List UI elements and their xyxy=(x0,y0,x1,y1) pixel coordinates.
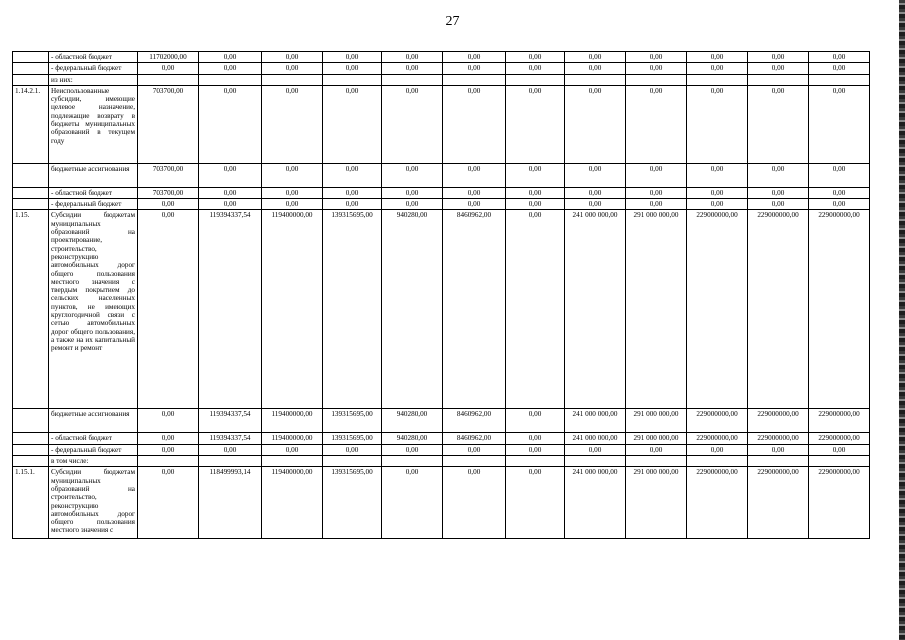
value-cell: 0,00 xyxy=(199,63,262,74)
value-cell: 0,00 xyxy=(382,52,443,63)
value-cell: 291 000 000,00 xyxy=(626,467,687,539)
value-cell: 241 000 000,00 xyxy=(565,409,626,433)
row-code xyxy=(13,199,49,210)
table-row xyxy=(13,187,870,198)
value-cell: 118499993,14 xyxy=(199,467,262,539)
row-code xyxy=(13,187,49,198)
value-cell: 703700,00 xyxy=(138,187,199,198)
page-number: 27 xyxy=(445,14,460,29)
value-cell: 119394337,54 xyxy=(199,409,262,433)
value-cell: 0,00 xyxy=(382,163,443,187)
value-cell: 0,00 xyxy=(323,199,382,210)
value-cell: 0,00 xyxy=(506,409,565,433)
value-cell: 0,00 xyxy=(687,163,748,187)
table-row xyxy=(13,52,870,63)
value-cell: 119400000,00 xyxy=(262,433,323,444)
value-cell: 0,00 xyxy=(506,210,565,409)
value-cell: 0,00 xyxy=(443,467,506,539)
value-cell: 119394337,54 xyxy=(199,433,262,444)
value-cell: 0,00 xyxy=(323,63,382,74)
value-cell: 0,00 xyxy=(748,63,809,74)
value-cell xyxy=(687,74,748,85)
value-cell: 119400000,00 xyxy=(262,210,323,409)
value-cell: 0,00 xyxy=(748,85,809,163)
table-row xyxy=(13,199,870,210)
value-cell: 8460962,00 xyxy=(443,210,506,409)
table-row xyxy=(13,85,870,163)
value-cell: 0,00 xyxy=(809,163,870,187)
value-cell: 0,00 xyxy=(748,52,809,63)
value-cell: 0,00 xyxy=(138,409,199,433)
value-cell: 0,00 xyxy=(138,444,199,455)
value-cell: 0,00 xyxy=(687,85,748,163)
value-cell: 0,00 xyxy=(382,63,443,74)
value-cell: 0,00 xyxy=(565,187,626,198)
value-cell: 0,00 xyxy=(443,52,506,63)
table-row xyxy=(13,210,870,409)
value-cell: 11702000,00 xyxy=(138,52,199,63)
value-cell: 0,00 xyxy=(262,444,323,455)
value-cell xyxy=(443,74,506,85)
row-description: в том числе: xyxy=(49,456,138,467)
scan-edge-border xyxy=(899,0,905,640)
value-cell: 0,00 xyxy=(626,163,687,187)
value-cell: 0,00 xyxy=(748,163,809,187)
value-cell: 0,00 xyxy=(199,444,262,455)
value-cell: 0,00 xyxy=(138,63,199,74)
value-cell xyxy=(199,74,262,85)
value-cell xyxy=(262,456,323,467)
value-cell: 139315695,00 xyxy=(323,467,382,539)
row-description: бюджетные ассигнования xyxy=(49,163,138,187)
value-cell: 229000000,00 xyxy=(687,210,748,409)
row-description: - федеральный бюджет xyxy=(49,63,138,74)
value-cell: 0,00 xyxy=(382,467,443,539)
row-code xyxy=(13,456,49,467)
value-cell: 241 000 000,00 xyxy=(565,433,626,444)
row-code xyxy=(13,52,49,63)
value-cell: 0,00 xyxy=(138,433,199,444)
value-cell xyxy=(138,456,199,467)
table-row xyxy=(13,74,870,85)
row-description: - областной бюджет xyxy=(49,52,138,63)
value-cell: 0,00 xyxy=(626,444,687,455)
value-cell: 0,00 xyxy=(262,52,323,63)
value-cell: 0,00 xyxy=(443,187,506,198)
value-cell: 0,00 xyxy=(809,199,870,210)
value-cell: 119394337,54 xyxy=(199,210,262,409)
value-cell: 0,00 xyxy=(199,85,262,163)
value-cell: 703700,00 xyxy=(138,85,199,163)
value-cell: 0,00 xyxy=(506,85,565,163)
value-cell xyxy=(748,74,809,85)
value-cell xyxy=(382,74,443,85)
value-cell: 0,00 xyxy=(565,63,626,74)
row-code: 1.14.2.1. xyxy=(13,85,49,163)
value-cell: 229000000,00 xyxy=(687,467,748,539)
value-cell: 0,00 xyxy=(748,187,809,198)
row-code xyxy=(13,433,49,444)
budget-table xyxy=(12,51,870,539)
value-cell xyxy=(443,456,506,467)
value-cell: 0,00 xyxy=(506,52,565,63)
value-cell xyxy=(138,74,199,85)
table-row xyxy=(13,456,870,467)
value-cell: 0,00 xyxy=(626,199,687,210)
value-cell: 229000000,00 xyxy=(748,210,809,409)
row-code xyxy=(13,163,49,187)
value-cell: 229000000,00 xyxy=(809,467,870,539)
value-cell: 0,00 xyxy=(323,85,382,163)
value-cell: 229000000,00 xyxy=(687,433,748,444)
value-cell: 229000000,00 xyxy=(809,433,870,444)
value-cell xyxy=(382,456,443,467)
row-code: 1.15. xyxy=(13,210,49,409)
value-cell: 0,00 xyxy=(262,63,323,74)
value-cell: 0,00 xyxy=(262,199,323,210)
value-cell xyxy=(199,456,262,467)
row-code xyxy=(13,63,49,74)
value-cell: 139315695,00 xyxy=(323,409,382,433)
value-cell: 229000000,00 xyxy=(809,409,870,433)
value-cell xyxy=(323,74,382,85)
value-cell: 0,00 xyxy=(626,85,687,163)
value-cell: 291 000 000,00 xyxy=(626,210,687,409)
value-cell xyxy=(323,456,382,467)
value-cell: 0,00 xyxy=(199,187,262,198)
row-description: - федеральный бюджет xyxy=(49,444,138,455)
row-code xyxy=(13,444,49,455)
value-cell: 8460962,00 xyxy=(443,433,506,444)
value-cell: 241 000 000,00 xyxy=(565,210,626,409)
value-cell: 0,00 xyxy=(687,52,748,63)
value-cell: 0,00 xyxy=(382,444,443,455)
row-description: - областной бюджет xyxy=(49,433,138,444)
row-description: Субсидии бюджетам муниципальных образований на проектирование, строительство, реконструкцию автомобильных дорог общего пользования местного значения с твердым покрытием до сельских населенных пунктов, не имеющих круглогодичной связи с сетью автомобильных дорог общего пользования, а также на их капитальный ремонт и ремонт xyxy=(49,210,138,409)
row-description: Неиспользованные субсидии, имеющие целевое назначение, подлежащие возврату в бюджеты муниципальных образований в текущем году xyxy=(49,85,138,163)
value-cell xyxy=(626,456,687,467)
value-cell: 0,00 xyxy=(199,52,262,63)
row-code xyxy=(13,74,49,85)
table-row xyxy=(13,433,870,444)
value-cell xyxy=(506,456,565,467)
row-code xyxy=(13,409,49,433)
value-cell xyxy=(809,74,870,85)
value-cell: 940280,00 xyxy=(382,210,443,409)
value-cell: 0,00 xyxy=(687,63,748,74)
value-cell: 0,00 xyxy=(626,63,687,74)
value-cell: 0,00 xyxy=(748,199,809,210)
table-row xyxy=(13,409,870,433)
value-cell: 0,00 xyxy=(262,85,323,163)
value-cell xyxy=(626,74,687,85)
value-cell: 0,00 xyxy=(323,444,382,455)
value-cell: 0,00 xyxy=(443,199,506,210)
value-cell: 0,00 xyxy=(199,163,262,187)
value-cell: 0,00 xyxy=(506,63,565,74)
value-cell: 0,00 xyxy=(382,187,443,198)
value-cell: 703700,00 xyxy=(138,163,199,187)
value-cell: 0,00 xyxy=(138,467,199,539)
value-cell xyxy=(748,456,809,467)
value-cell: 0,00 xyxy=(809,85,870,163)
table-row xyxy=(13,444,870,455)
value-cell: 0,00 xyxy=(323,187,382,198)
value-cell: 0,00 xyxy=(262,163,323,187)
row-code: 1.15.1. xyxy=(13,467,49,539)
value-cell: 0,00 xyxy=(506,467,565,539)
value-cell: 0,00 xyxy=(382,199,443,210)
value-cell: 229000000,00 xyxy=(748,409,809,433)
row-description: из них: xyxy=(49,74,138,85)
value-cell xyxy=(262,74,323,85)
value-cell xyxy=(809,456,870,467)
value-cell: 8460962,00 xyxy=(443,409,506,433)
value-cell: 0,00 xyxy=(138,210,199,409)
value-cell: 0,00 xyxy=(565,163,626,187)
value-cell: 0,00 xyxy=(138,199,199,210)
value-cell: 0,00 xyxy=(626,52,687,63)
value-cell: 0,00 xyxy=(382,85,443,163)
value-cell: 0,00 xyxy=(506,163,565,187)
value-cell xyxy=(565,456,626,467)
value-cell: 0,00 xyxy=(443,444,506,455)
value-cell: 0,00 xyxy=(506,444,565,455)
value-cell: 0,00 xyxy=(565,444,626,455)
value-cell: 0,00 xyxy=(443,63,506,74)
value-cell: 0,00 xyxy=(565,199,626,210)
value-cell: 119400000,00 xyxy=(262,467,323,539)
value-cell: 0,00 xyxy=(443,163,506,187)
value-cell: 940280,00 xyxy=(382,409,443,433)
table-row xyxy=(13,467,870,539)
value-cell: 0,00 xyxy=(809,187,870,198)
value-cell xyxy=(687,456,748,467)
value-cell: 229000000,00 xyxy=(687,409,748,433)
value-cell: 0,00 xyxy=(199,199,262,210)
value-cell xyxy=(565,74,626,85)
value-cell: 0,00 xyxy=(323,163,382,187)
row-description: - федеральный бюджет xyxy=(49,199,138,210)
value-cell: 0,00 xyxy=(687,444,748,455)
value-cell: 0,00 xyxy=(443,85,506,163)
value-cell: 0,00 xyxy=(687,199,748,210)
value-cell: 229000000,00 xyxy=(748,433,809,444)
value-cell: 0,00 xyxy=(506,433,565,444)
value-cell: 0,00 xyxy=(323,52,382,63)
row-description: бюджетные ассигнования xyxy=(49,409,138,433)
value-cell xyxy=(506,74,565,85)
value-cell: 0,00 xyxy=(262,187,323,198)
value-cell: 0,00 xyxy=(809,63,870,74)
value-cell: 0,00 xyxy=(506,187,565,198)
row-description: - областной бюджет xyxy=(49,187,138,198)
table-row xyxy=(13,63,870,74)
value-cell: 0,00 xyxy=(809,52,870,63)
value-cell: 0,00 xyxy=(809,444,870,455)
value-cell: 229000000,00 xyxy=(748,467,809,539)
value-cell: 940280,00 xyxy=(382,433,443,444)
value-cell: 139315695,00 xyxy=(323,433,382,444)
value-cell: 0,00 xyxy=(565,85,626,163)
value-cell: 139315695,00 xyxy=(323,210,382,409)
value-cell: 291 000 000,00 xyxy=(626,433,687,444)
value-cell: 291 000 000,00 xyxy=(626,409,687,433)
value-cell: 0,00 xyxy=(687,187,748,198)
value-cell: 241 000 000,00 xyxy=(565,467,626,539)
value-cell: 0,00 xyxy=(626,187,687,198)
row-description: Субсидии бюджетам муниципальных образований на строительство, реконструкцию автомобильных дорог общего пользования местного значения с xyxy=(49,467,138,539)
table-row xyxy=(13,163,870,187)
value-cell: 119400000,00 xyxy=(262,409,323,433)
value-cell: 0,00 xyxy=(748,444,809,455)
value-cell: 0,00 xyxy=(565,52,626,63)
value-cell: 0,00 xyxy=(506,199,565,210)
value-cell: 229000000,00 xyxy=(809,210,870,409)
